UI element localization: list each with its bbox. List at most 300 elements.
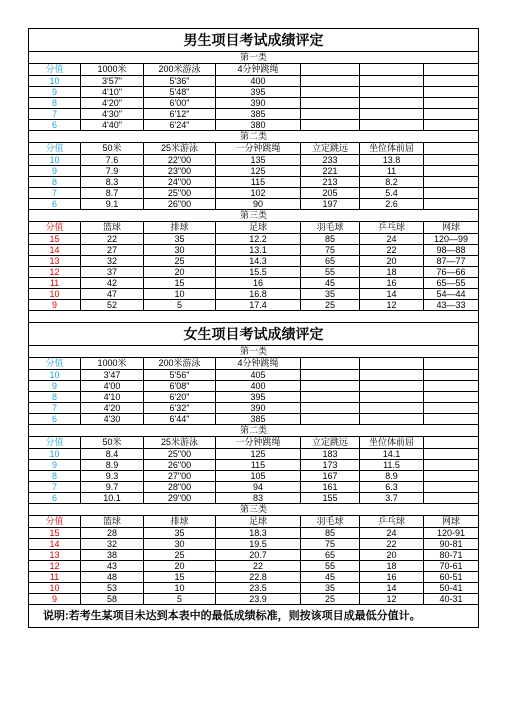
table-cell: 25 xyxy=(301,300,360,311)
score-header: 分值 xyxy=(29,358,81,370)
table-cell: 26"00 xyxy=(144,199,216,210)
table-cell: 23.5 xyxy=(216,583,301,594)
empty-cell xyxy=(424,471,479,482)
table-cell: 10 xyxy=(144,583,216,594)
table-row xyxy=(29,267,479,278)
score-value: 9 xyxy=(29,594,81,605)
table-cell: 43 xyxy=(81,561,144,572)
empty-cell xyxy=(424,381,479,392)
table-row xyxy=(29,199,479,210)
score-value: 6 xyxy=(29,199,81,210)
table-cell: 13.8 xyxy=(360,155,424,166)
table-cell: 3'57" xyxy=(81,76,144,87)
column-header: 篮球 xyxy=(81,222,144,234)
empty-cell xyxy=(301,109,360,120)
empty-cell xyxy=(424,449,479,460)
table-cell: 75 xyxy=(301,539,360,550)
score-sheet xyxy=(28,28,478,628)
table-cell: 32 xyxy=(81,539,144,550)
table-cell: 14 xyxy=(360,583,424,594)
empty-cell xyxy=(424,370,479,381)
table-cell: 3.7 xyxy=(360,493,424,504)
table-cell: 45 xyxy=(301,278,360,289)
table-cell: 12 xyxy=(360,594,424,605)
section-title: 女生项目考试成绩评定 xyxy=(29,323,479,346)
empty-cell xyxy=(424,64,479,76)
table-cell: 25"00 xyxy=(144,188,216,199)
table-cell: 90 xyxy=(216,199,301,210)
empty-cell xyxy=(360,64,424,76)
column-header: 25米游泳 xyxy=(144,143,216,155)
column-header: 一分钟跳绳 xyxy=(216,143,301,155)
table-cell: 20 xyxy=(360,256,424,267)
table-cell: 6'32" xyxy=(144,403,216,414)
table-cell: 25 xyxy=(144,550,216,561)
empty-cell xyxy=(424,199,479,210)
score-value: 8 xyxy=(29,392,81,403)
score-value: 7 xyxy=(29,403,81,414)
table-cell: 395 xyxy=(216,87,301,98)
score-value: 15 xyxy=(29,528,81,539)
score-value: 7 xyxy=(29,482,81,493)
table-cell: 400 xyxy=(216,76,301,87)
table-row xyxy=(29,188,479,199)
header-row xyxy=(29,222,479,234)
empty-cell xyxy=(360,392,424,403)
table-row xyxy=(29,370,479,381)
column-header: 50米 xyxy=(81,143,144,155)
score-value: 6 xyxy=(29,120,81,131)
table-row xyxy=(29,539,479,550)
empty-cell xyxy=(424,493,479,504)
table-cell: 161 xyxy=(301,482,360,493)
table-cell: 380 xyxy=(216,120,301,131)
table-cell: 35 xyxy=(301,289,360,300)
table-cell: 120-91 xyxy=(424,528,479,539)
table-cell: 58 xyxy=(81,594,144,605)
column-header: 羽毛球 xyxy=(301,222,360,234)
score-value: 13 xyxy=(29,256,81,267)
empty-cell xyxy=(424,392,479,403)
table-row xyxy=(29,177,479,188)
score-value: 10 xyxy=(29,370,81,381)
table-cell: 4'30" xyxy=(81,109,144,120)
empty-cell xyxy=(424,177,479,188)
category-label: 第一类 xyxy=(29,346,479,358)
note-row xyxy=(29,605,479,628)
table-cell: 76—66 xyxy=(424,267,479,278)
table-cell: 37 xyxy=(81,267,144,278)
column-header: 足球 xyxy=(216,222,301,234)
column-header: 篮球 xyxy=(81,516,144,528)
table-row xyxy=(29,289,479,300)
empty-cell xyxy=(424,482,479,493)
table-cell: 28"00 xyxy=(144,482,216,493)
column-header: 4分钟跳绳 xyxy=(216,358,301,370)
table-cell: 405 xyxy=(216,370,301,381)
table-cell: 23.9 xyxy=(216,594,301,605)
table-cell: 10 xyxy=(144,289,216,300)
section-title-row xyxy=(29,323,479,346)
score-header: 分值 xyxy=(29,437,81,449)
score-value: 10 xyxy=(29,583,81,594)
table-cell: 10.1 xyxy=(81,493,144,504)
score-value: 8 xyxy=(29,98,81,109)
section-title-row xyxy=(29,29,479,52)
table-row xyxy=(29,403,479,414)
table-row xyxy=(29,109,479,120)
empty-cell xyxy=(360,358,424,370)
table-cell: 125 xyxy=(216,166,301,177)
table-cell: 35 xyxy=(144,528,216,539)
empty-cell xyxy=(301,98,360,109)
table-row xyxy=(29,76,479,87)
table-cell: 102 xyxy=(216,188,301,199)
table-cell: 27"00 xyxy=(144,471,216,482)
table-cell: 115 xyxy=(216,177,301,188)
table-cell: 23"00 xyxy=(144,166,216,177)
table-cell: 167 xyxy=(301,471,360,482)
table-cell: 22.8 xyxy=(216,572,301,583)
table-cell: 9.3 xyxy=(81,471,144,482)
table-cell: 35 xyxy=(144,234,216,245)
table-row xyxy=(29,561,479,572)
empty-cell xyxy=(424,87,479,98)
table-cell: 6'44" xyxy=(144,414,216,425)
table-cell: 4'10" xyxy=(81,87,144,98)
table-cell: 30 xyxy=(144,539,216,550)
empty-cell xyxy=(29,311,479,323)
empty-cell xyxy=(424,155,479,166)
empty-cell xyxy=(301,414,360,425)
table-cell: 90-81 xyxy=(424,539,479,550)
table-cell: 22 xyxy=(81,234,144,245)
table-cell: 12 xyxy=(360,300,424,311)
empty-cell xyxy=(301,370,360,381)
table-cell: 11.5 xyxy=(360,460,424,471)
empty-cell xyxy=(424,414,479,425)
table-row xyxy=(29,528,479,539)
table-cell: 35 xyxy=(301,583,360,594)
table-cell: 80-71 xyxy=(424,550,479,561)
table-cell: 53 xyxy=(81,583,144,594)
header-row xyxy=(29,516,479,528)
table-cell: 55 xyxy=(301,267,360,278)
header-row xyxy=(29,358,479,370)
score-value: 14 xyxy=(29,539,81,550)
table-cell: 94 xyxy=(216,482,301,493)
table-cell: 6'00" xyxy=(144,98,216,109)
score-table xyxy=(28,28,479,628)
score-value: 13 xyxy=(29,550,81,561)
empty-cell xyxy=(301,76,360,87)
spacer-row xyxy=(29,311,479,323)
table-cell: 390 xyxy=(216,403,301,414)
column-header: 排球 xyxy=(144,222,216,234)
table-row xyxy=(29,155,479,166)
table-cell: 25 xyxy=(301,594,360,605)
empty-cell xyxy=(424,120,479,131)
empty-cell xyxy=(360,414,424,425)
empty-cell xyxy=(424,98,479,109)
table-cell: 8.4 xyxy=(81,449,144,460)
table-cell: 20 xyxy=(144,561,216,572)
table-row xyxy=(29,583,479,594)
empty-cell xyxy=(360,109,424,120)
table-cell: 16 xyxy=(360,278,424,289)
table-row xyxy=(29,594,479,605)
table-cell: 18 xyxy=(360,267,424,278)
score-value: 8 xyxy=(29,177,81,188)
column-header: 1000米 xyxy=(81,64,144,76)
table-cell: 15.5 xyxy=(216,267,301,278)
empty-cell xyxy=(424,166,479,177)
table-cell: 20.7 xyxy=(216,550,301,561)
table-cell: 22 xyxy=(360,245,424,256)
score-value: 10 xyxy=(29,155,81,166)
table-cell: 14 xyxy=(360,289,424,300)
score-value: 9 xyxy=(29,166,81,177)
table-cell: 12.2 xyxy=(216,234,301,245)
table-cell: 85 xyxy=(301,234,360,245)
table-row xyxy=(29,414,479,425)
table-cell: 16.8 xyxy=(216,289,301,300)
table-cell: 400 xyxy=(216,381,301,392)
header-row xyxy=(29,64,479,76)
header-row xyxy=(29,437,479,449)
table-cell: 50-41 xyxy=(424,583,479,594)
column-header: 坐位体前屈 xyxy=(360,437,424,449)
table-cell: 22 xyxy=(360,539,424,550)
table-cell: 75 xyxy=(301,245,360,256)
table-row xyxy=(29,482,479,493)
table-cell: 4'10 xyxy=(81,392,144,403)
table-row xyxy=(29,460,479,471)
empty-cell xyxy=(360,98,424,109)
category-label: 第二类 xyxy=(29,425,479,437)
empty-cell xyxy=(301,64,360,76)
empty-cell xyxy=(301,403,360,414)
table-cell: 98—88 xyxy=(424,245,479,256)
table-cell: 125 xyxy=(216,449,301,460)
score-value: 10 xyxy=(29,76,81,87)
table-cell: 7.6 xyxy=(81,155,144,166)
table-cell: 395 xyxy=(216,392,301,403)
column-header: 200米游泳 xyxy=(144,64,216,76)
column-header: 网球 xyxy=(424,222,479,234)
table-row xyxy=(29,550,479,561)
table-cell: 52 xyxy=(81,300,144,311)
empty-cell xyxy=(424,76,479,87)
table-cell: 13.1 xyxy=(216,245,301,256)
score-value: 9 xyxy=(29,87,81,98)
table-cell: 5 xyxy=(144,300,216,311)
table-row xyxy=(29,166,479,177)
table-cell: 197 xyxy=(301,199,360,210)
column-header: 乒乓球 xyxy=(360,516,424,528)
table-cell: 8.7 xyxy=(81,188,144,199)
category-row xyxy=(29,425,479,437)
table-cell: 22"00 xyxy=(144,155,216,166)
table-cell: 47 xyxy=(81,289,144,300)
empty-cell xyxy=(424,403,479,414)
table-cell: 173 xyxy=(301,460,360,471)
empty-cell xyxy=(424,109,479,120)
empty-cell xyxy=(301,120,360,131)
table-cell: 14.1 xyxy=(360,449,424,460)
table-cell: 8.3 xyxy=(81,177,144,188)
table-cell: 155 xyxy=(301,493,360,504)
empty-cell xyxy=(301,87,360,98)
score-value: 7 xyxy=(29,109,81,120)
table-cell: 60-51 xyxy=(424,572,479,583)
table-row xyxy=(29,245,479,256)
table-cell: 19.5 xyxy=(216,539,301,550)
table-cell: 11 xyxy=(360,166,424,177)
column-header: 坐位体前屈 xyxy=(360,143,424,155)
column-header: 网球 xyxy=(424,516,479,528)
table-row xyxy=(29,278,479,289)
table-cell: 6'12" xyxy=(144,109,216,120)
score-value: 7 xyxy=(29,188,81,199)
score-value: 9 xyxy=(29,460,81,471)
score-value: 12 xyxy=(29,267,81,278)
table-cell: 4'20" xyxy=(81,98,144,109)
table-cell: 6'08" xyxy=(144,381,216,392)
table-cell: 5'48" xyxy=(144,87,216,98)
category-row xyxy=(29,131,479,143)
score-value: 6 xyxy=(29,414,81,425)
table-cell: 14.3 xyxy=(216,256,301,267)
table-cell: 65 xyxy=(301,256,360,267)
category-label: 第三类 xyxy=(29,210,479,222)
table-cell: 221 xyxy=(301,166,360,177)
table-cell: 54—44 xyxy=(424,289,479,300)
table-cell: 29"00 xyxy=(144,493,216,504)
table-cell: 15 xyxy=(144,572,216,583)
table-cell: 16 xyxy=(360,572,424,583)
table-cell: 115 xyxy=(216,460,301,471)
table-cell: 5'36" xyxy=(144,76,216,87)
table-row xyxy=(29,98,479,109)
table-cell: 5.4 xyxy=(360,188,424,199)
table-row xyxy=(29,471,479,482)
table-cell: 9.7 xyxy=(81,482,144,493)
table-cell: 385 xyxy=(216,414,301,425)
table-cell: 5'56" xyxy=(144,370,216,381)
table-row xyxy=(29,256,479,267)
table-cell: 20 xyxy=(144,267,216,278)
table-cell: 6'20" xyxy=(144,392,216,403)
table-cell: 205 xyxy=(301,188,360,199)
column-header: 200米游泳 xyxy=(144,358,216,370)
table-cell: 24 xyxy=(360,234,424,245)
table-cell: 25 xyxy=(144,256,216,267)
table-cell: 28 xyxy=(81,528,144,539)
table-row xyxy=(29,572,479,583)
empty-cell xyxy=(301,381,360,392)
table-cell: 390 xyxy=(216,98,301,109)
table-cell: 55 xyxy=(301,561,360,572)
empty-cell xyxy=(424,188,479,199)
table-cell: 4'00 xyxy=(81,381,144,392)
score-value: 14 xyxy=(29,245,81,256)
table-cell: 3'47 xyxy=(81,370,144,381)
footnote: 说明:若考生某项目未达到本表中的最低成绩标准，则按该项目成最低分值计。 xyxy=(29,605,479,628)
empty-cell xyxy=(360,120,424,131)
column-header: 立定跳远 xyxy=(301,437,360,449)
table-cell: 20 xyxy=(360,550,424,561)
table-cell: 233 xyxy=(301,155,360,166)
column-header: 羽毛球 xyxy=(301,516,360,528)
table-cell: 7.9 xyxy=(81,166,144,177)
table-row xyxy=(29,87,479,98)
empty-cell xyxy=(360,87,424,98)
score-value: 10 xyxy=(29,289,81,300)
table-cell: 6.3 xyxy=(360,482,424,493)
table-cell: 43—33 xyxy=(424,300,479,311)
table-cell: 45 xyxy=(301,572,360,583)
table-cell: 15 xyxy=(144,278,216,289)
table-cell: 65—55 xyxy=(424,278,479,289)
column-header: 立定跳远 xyxy=(301,143,360,155)
column-header: 乒乓球 xyxy=(360,222,424,234)
table-cell: 85 xyxy=(301,528,360,539)
empty-cell xyxy=(360,403,424,414)
category-row xyxy=(29,210,479,222)
empty-cell xyxy=(360,370,424,381)
table-cell: 38 xyxy=(81,550,144,561)
table-cell: 5 xyxy=(144,594,216,605)
table-cell: 17.4 xyxy=(216,300,301,311)
header-row xyxy=(29,143,479,155)
table-cell: 22 xyxy=(216,561,301,572)
table-cell: 135 xyxy=(216,155,301,166)
table-cell: 70-61 xyxy=(424,561,479,572)
empty-cell xyxy=(424,358,479,370)
score-value: 11 xyxy=(29,572,81,583)
table-row xyxy=(29,449,479,460)
category-label: 第二类 xyxy=(29,131,479,143)
column-header: 1000米 xyxy=(81,358,144,370)
column-header: 排球 xyxy=(144,516,216,528)
empty-cell xyxy=(301,358,360,370)
table-cell: 65 xyxy=(301,550,360,561)
table-cell: 24"00 xyxy=(144,177,216,188)
table-cell: 48 xyxy=(81,572,144,583)
column-header: 50米 xyxy=(81,437,144,449)
table-cell: 30 xyxy=(144,245,216,256)
table-cell: 40-31 xyxy=(424,594,479,605)
table-cell: 183 xyxy=(301,449,360,460)
table-row xyxy=(29,493,479,504)
section-title: 男生项目考试成绩评定 xyxy=(29,29,479,52)
empty-cell xyxy=(301,392,360,403)
table-cell: 42 xyxy=(81,278,144,289)
empty-cell xyxy=(424,437,479,449)
score-header: 分值 xyxy=(29,222,81,234)
category-row xyxy=(29,52,479,64)
table-row xyxy=(29,234,479,245)
score-header: 分值 xyxy=(29,516,81,528)
table-cell: 8.9 xyxy=(81,460,144,471)
column-header: 足球 xyxy=(216,516,301,528)
table-cell: 18.3 xyxy=(216,528,301,539)
table-row xyxy=(29,300,479,311)
score-header: 分值 xyxy=(29,143,81,155)
category-label: 第一类 xyxy=(29,52,479,64)
column-header: 一分钟跳绳 xyxy=(216,437,301,449)
